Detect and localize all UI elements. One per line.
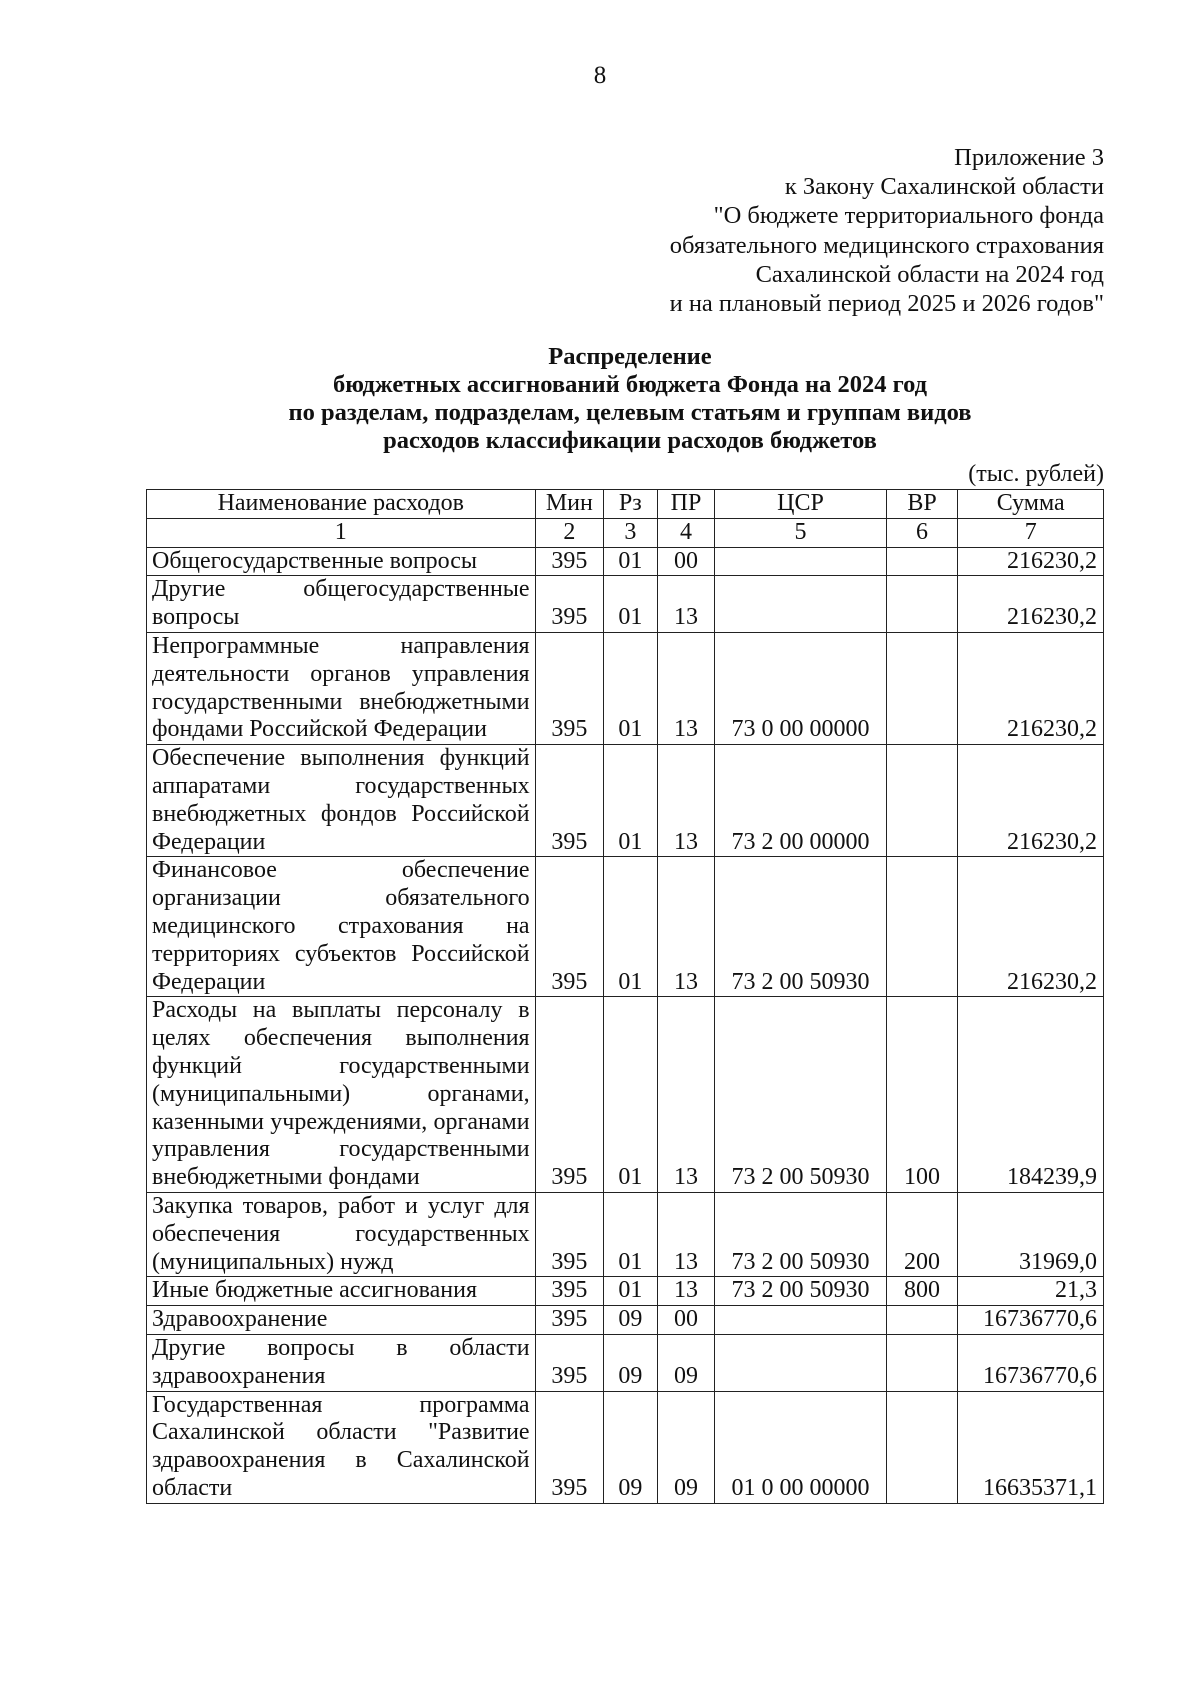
- pr-cell: 13: [657, 1277, 715, 1306]
- rz-cell: 01: [604, 632, 658, 744]
- csr-cell: [715, 1306, 886, 1335]
- csr-cell: 73 2 00 50930: [715, 857, 886, 997]
- name-cell: Обеспечение выполнения функций аппаратами государственных внебюджетных фондов Российской Федерации: [147, 745, 536, 857]
- name-cell: Закупка товаров, работ и услуг для обеспечения государственных (муниципальных) нужд: [147, 1192, 536, 1276]
- name-cell: Непрограммные направления деятельности органов управления государственными внебюджетными фондами Российской Федерации: [147, 632, 536, 744]
- header-cell: ВР: [886, 490, 958, 519]
- pr-cell: 09: [657, 1391, 715, 1503]
- pr-cell: 09: [657, 1334, 715, 1391]
- sum-cell: 16635371,1: [958, 1391, 1104, 1503]
- pr-cell: 13: [657, 1192, 715, 1276]
- table-row: [147, 576, 1104, 633]
- name-cell: Расходы на выплаты персоналу в целях обеспечения выполнения функций государственными (муниципальными) органами, казенными учреждениями, органами управления государственными внебюджетными фондами: [147, 997, 536, 1193]
- name-cell: Государственная программа Сахалинской области "Развитие здравоохранения в Сахалинской области: [147, 1391, 536, 1503]
- title-line: Распределение: [548, 343, 712, 370]
- table-row: [147, 745, 1104, 857]
- min-cell: 395: [535, 997, 604, 1193]
- pr-cell: 13: [657, 745, 715, 857]
- page-number: 8: [593, 62, 607, 89]
- appendix-block: [670, 143, 1104, 318]
- vr-cell: [886, 1391, 958, 1503]
- sum-cell: 216230,2: [958, 576, 1104, 633]
- pr-cell: 00: [657, 1306, 715, 1335]
- min-cell: 395: [535, 1334, 604, 1391]
- table-row: [147, 857, 1104, 997]
- vr-cell: [886, 857, 958, 997]
- appendix-line: и на плановый период 2025 и 2026 годов": [669, 290, 1104, 318]
- min-cell: 395: [535, 1192, 604, 1276]
- rz-cell: 01: [604, 997, 658, 1193]
- csr-cell: [715, 1334, 886, 1391]
- vr-cell: 800: [886, 1277, 958, 1306]
- rz-cell: 09: [604, 1334, 658, 1391]
- min-cell: 395: [535, 857, 604, 997]
- pr-cell: 13: [657, 997, 715, 1193]
- min-cell: 395: [535, 632, 604, 744]
- table-header-row: [147, 490, 1104, 519]
- title-line: бюджетных ассигнований бюджета Фонда на 2024 год: [332, 371, 928, 398]
- appendix-line: к Закону Сахалинской области: [784, 173, 1104, 201]
- rz-cell: 01: [604, 547, 658, 576]
- sum-cell: 216230,2: [958, 632, 1104, 744]
- csr-cell: 73 2 00 50930: [715, 1277, 886, 1306]
- vr-cell: 200: [886, 1192, 958, 1276]
- rz-cell: 01: [604, 1192, 658, 1276]
- vr-cell: [886, 1306, 958, 1335]
- sum-cell: 31969,0: [958, 1192, 1104, 1276]
- table-row: [147, 632, 1104, 744]
- header-cell: Мин: [535, 490, 604, 519]
- csr-cell: 73 2 00 50930: [715, 1192, 886, 1276]
- name-cell: Другие общегосударственные вопросы: [147, 576, 536, 633]
- header-cell: ПР: [657, 490, 715, 519]
- rz-cell: 01: [604, 745, 658, 857]
- name-cell: Финансовое обеспечение организации обязательного медицинского страхования на территориях субъектов Российской Федерации: [147, 857, 536, 997]
- min-cell: 395: [535, 1391, 604, 1503]
- column-number-cell: 1: [147, 518, 536, 547]
- rz-cell: 01: [604, 1277, 658, 1306]
- vr-cell: [886, 576, 958, 633]
- vr-cell: 100: [886, 997, 958, 1193]
- min-cell: 395: [535, 576, 604, 633]
- vr-cell: [886, 745, 958, 857]
- pr-cell: 13: [657, 632, 715, 744]
- csr-cell: [715, 547, 886, 576]
- sum-cell: 216230,2: [958, 857, 1104, 997]
- sum-cell: 21,3: [958, 1277, 1104, 1306]
- table-row: [147, 1391, 1104, 1503]
- pr-cell: 13: [657, 576, 715, 633]
- column-number-cell: 4: [657, 518, 715, 547]
- column-number-cell: 3: [604, 518, 658, 547]
- sum-cell: 16736770,6: [958, 1334, 1104, 1391]
- title-line: расходов классификации расходов бюджетов: [383, 427, 877, 454]
- sum-cell: 16736770,6: [958, 1306, 1104, 1335]
- name-cell: Общегосударственные вопросы: [147, 547, 536, 576]
- appendix-line: Приложение 3: [954, 144, 1104, 171]
- min-cell: 395: [535, 1306, 604, 1335]
- rz-cell: 09: [604, 1391, 658, 1503]
- header-cell: Наименование расходов: [147, 490, 536, 519]
- vr-cell: [886, 547, 958, 576]
- column-number-cell: 7: [958, 518, 1104, 547]
- appendix-line: "О бюджете территориального фонда: [713, 202, 1104, 230]
- column-number-cell: 2: [535, 518, 604, 547]
- name-cell: Здравоохранение: [147, 1306, 536, 1335]
- column-number-cell: 6: [886, 518, 958, 547]
- csr-cell: 73 2 00 50930: [715, 997, 886, 1193]
- header-cell: Сумма: [958, 490, 1104, 519]
- sum-cell: 216230,2: [958, 547, 1104, 576]
- units-label: (тыс. рублей): [968, 461, 1104, 487]
- name-cell: Иные бюджетные ассигнования: [147, 1277, 536, 1306]
- pr-cell: 00: [657, 547, 715, 576]
- rz-cell: 01: [604, 576, 658, 633]
- table-row: [147, 1277, 1104, 1306]
- pr-cell: 13: [657, 857, 715, 997]
- sum-cell: 216230,2: [958, 745, 1104, 857]
- csr-cell: 73 0 00 00000: [715, 632, 886, 744]
- rz-cell: 01: [604, 857, 658, 997]
- sum-cell: 184239,9: [958, 997, 1104, 1193]
- rz-cell: 09: [604, 1306, 658, 1335]
- title-line: по разделам, подразделам, целевым статьям и группам видов: [288, 399, 972, 426]
- table-row: [147, 1192, 1104, 1276]
- column-number-cell: 5: [715, 518, 886, 547]
- vr-cell: [886, 1334, 958, 1391]
- min-cell: 395: [535, 547, 604, 576]
- table-row: [147, 1334, 1104, 1391]
- min-cell: 395: [535, 1277, 604, 1306]
- header-cell: Рз: [604, 490, 658, 519]
- table-row: [147, 997, 1104, 1193]
- table-row: [147, 547, 1104, 576]
- csr-cell: 01 0 00 00000: [715, 1391, 886, 1503]
- table-row: [147, 1306, 1104, 1335]
- name-cell: Другие вопросы в области здравоохранения: [147, 1334, 536, 1391]
- appendix-line: обязательного медицинского страхования: [669, 231, 1104, 259]
- document-title: [0, 343, 1200, 455]
- budget-table: [146, 489, 1104, 1504]
- appendix-line: Сахалинской области на 2024 год: [755, 260, 1104, 288]
- column-number-row: [147, 518, 1104, 547]
- vr-cell: [886, 632, 958, 744]
- csr-cell: [715, 576, 886, 633]
- csr-cell: 73 2 00 00000: [715, 745, 886, 857]
- min-cell: 395: [535, 745, 604, 857]
- header-cell: ЦСР: [715, 490, 886, 519]
